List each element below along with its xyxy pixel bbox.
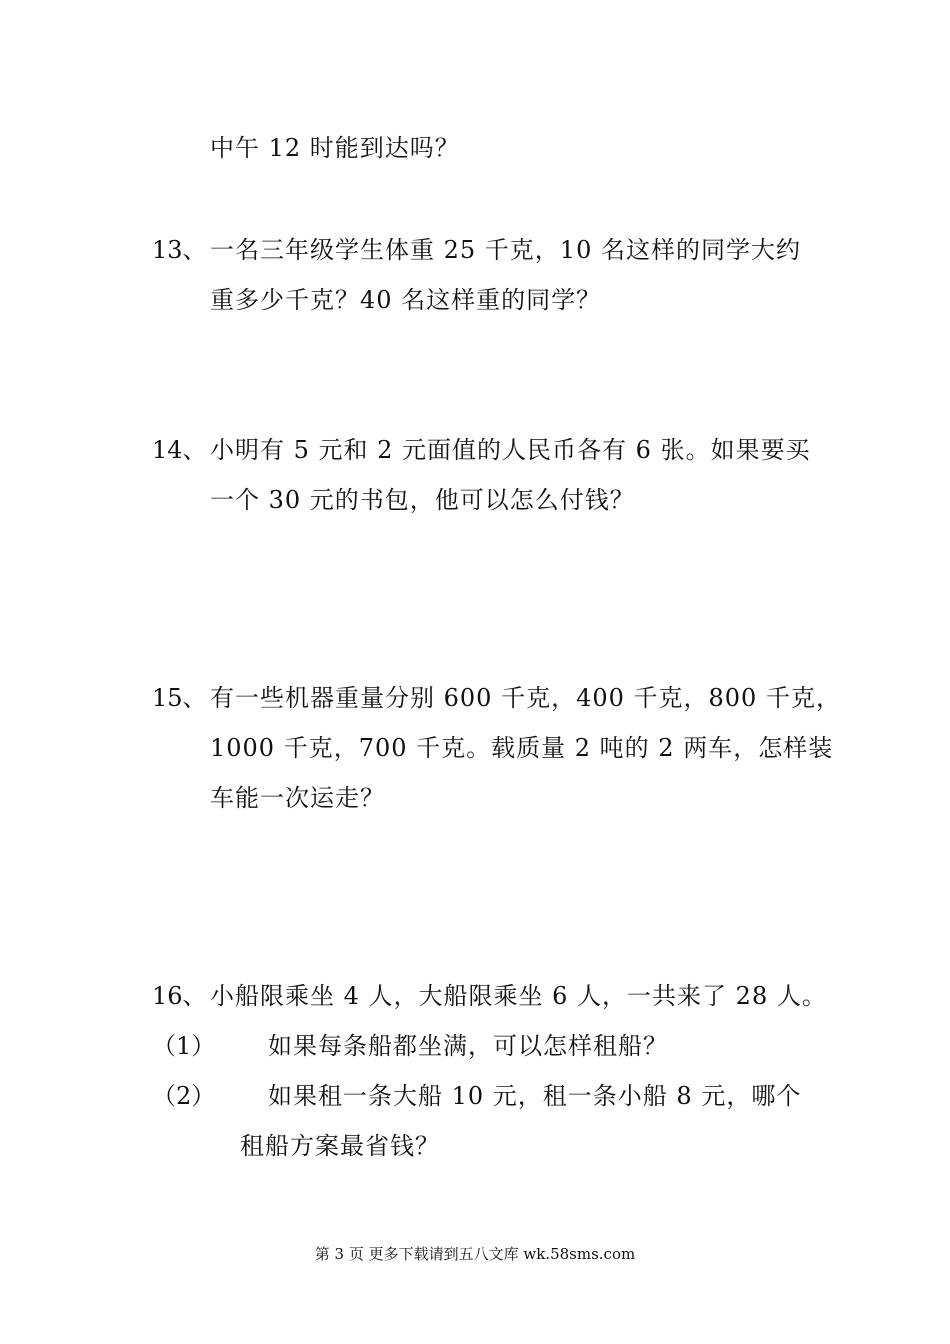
- question-number: 14、: [152, 436, 207, 464]
- question-text-line: 车能一次运走？: [210, 784, 385, 812]
- question-text-line: 1000 千克，700 千克。载质量 2 吨的 2 两车，怎样装: [210, 734, 834, 762]
- subquestion-number: （1）: [152, 1032, 216, 1060]
- question-text-line: 有一些机器重量分别 600 千克，400 千克，800 千克，: [210, 684, 841, 712]
- page-footer: 第 3 页 更多下载请到五八文库 wk.58sms.com: [314, 1245, 636, 1263]
- question-text-line: 小船限乘坐 4 人，大船限乘坐 6 人，一共来了 28 人。: [210, 982, 827, 1010]
- question-number: 15、: [152, 684, 207, 712]
- subquestion-text-line: 如果租一条大船 10 元，租一条小船 8 元，哪个: [268, 1082, 802, 1110]
- subquestion-text-line: 如果每条船都坐满，可以怎样租船？: [268, 1032, 668, 1060]
- question-12-continuation: 中午 12 时能到达吗？: [210, 134, 460, 162]
- question-text-line: 重多少千克？40 名这样重的同学？: [210, 286, 602, 314]
- subquestion-number: （2）: [152, 1082, 216, 1110]
- question-number: 13、: [152, 236, 207, 264]
- subquestion-text-line: 租船方案最省钱？: [240, 1132, 440, 1160]
- question-text-line: 一个 30 元的书包，他可以怎么付钱？: [210, 486, 635, 514]
- question-text-line: 一名三年级学生体重 25 千克，10 名这样的同学大约: [210, 236, 801, 264]
- question-text-line: 小明有 5 元和 2 元面值的人民币各有 6 张。如果要买: [210, 436, 811, 464]
- question-number: 16、: [152, 982, 207, 1010]
